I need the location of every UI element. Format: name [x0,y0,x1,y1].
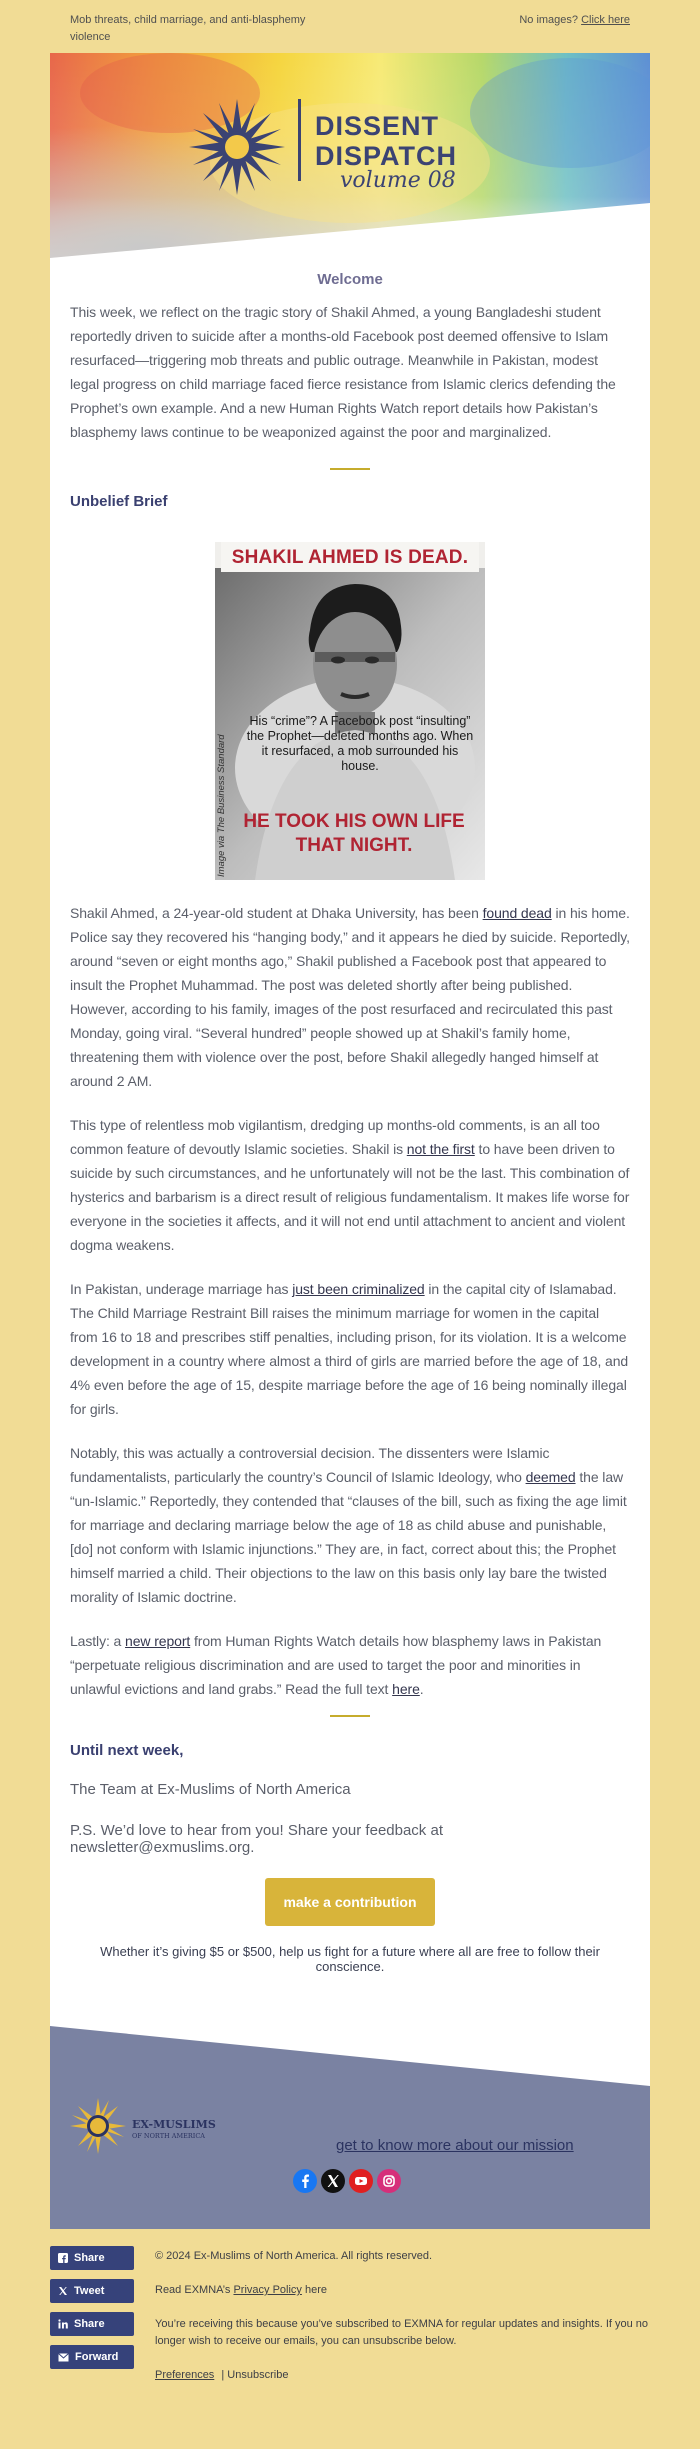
sun-icon [70,2098,126,2154]
instagram-icon[interactable] [377,2169,401,2193]
unbelief-brief-heading: Unbelief Brief [70,493,168,510]
svg-text:OF NORTH AMERICA: OF NORTH AMERICA [132,2132,205,2140]
sun-icon [189,99,285,195]
signoff: Until next week, [70,1742,184,1759]
not-the-first-link[interactable]: not the first [406,1141,475,1157]
text-run: the law “un-Islamic.” Reportedly, they contended that “clauses of the bill, such as fixing the age limit for marriage and declaring marriage below the age of 18 as child abuse and punishable, [do] not conform with Islamic injunctions.” They are, in fact, correct about this; the Prophet himself married a child. Their objections to the law on this basis only lay bare the twisted morality of Islamic doctrine. [70,1469,627,1605]
svg-text:volume 08: volume 08 [340,168,456,193]
text-run: Shakil Ahmed, a 24-year-old student at Dhaka University, has been [70,905,483,921]
paragraph-shakil [70,901,630,1093]
team-signature: The Team at Ex-Muslims of North America [70,1781,351,1798]
social-links [293,2169,401,2193]
welcome-heading: Welcome [317,271,383,288]
forward-button[interactable] [50,2345,134,2369]
exmna-logo [68,2096,248,2156]
poster-cta: HE TOOK HIS OWN LIFE THAT NIGHT. [243,811,465,856]
envelope-icon [58,2353,69,2362]
text-run: Read EXMNA’s [155,2284,234,2296]
preheader [70,12,630,46]
text-run: to have been driven to suicide by such circumstances, and he unfortunately will not be the last. This combination of hysterics and barbarism is a direct result of religious fundamentalism. It makes life worse for everyone in the societies it affects, and it will not end until attachment to ancient and violent dogma weakens. [70,1141,630,1253]
poster-headline: SHAKIL AHMED IS DEAD. [221,542,479,572]
shakil-ahmed-poster [215,542,485,880]
found-dead-link[interactable]: found dead [482,905,552,921]
make-contribution-button[interactable]: make a contribution [265,1878,435,1926]
hero-banner [50,53,650,258]
text-run: This type of relentless mob vigilantism, dredging up months-old comments, is an all too common feature of devoutly Islamic societies. Shakil is [70,1117,600,1157]
click-here-link[interactable]: Click here [581,14,630,26]
newsletter-card [50,53,650,2229]
legal-footer [155,2248,650,2401]
x-icon [58,2286,68,2296]
text-run: from Human Rights Watch details how blasphemy laws in Pakistan “perpetuate religious discrimination and are used to target the poor and minorities in unlawful evictions and land grabs.” Read the full text [70,1633,602,1697]
subscription-notice: You’re receiving this because you’ve subscribed to EXMNA for regular updates and insights. If you no longer wish to receive our emails, you can unsubscribe below. [155,2318,649,2347]
svg-text:EX-MUSLIMS: EX-MUSLIMS [132,2118,216,2131]
text-run: here [301,2284,328,2296]
view-in-browser [519,12,630,46]
linkedin-share-button[interactable] [50,2312,134,2336]
text-run: Notably, this was actually a controversial decision. The dissenters were Islamic fundamentalists, particularly the country’s Council of Islamic Ideology, who [70,1445,550,1485]
preheader-text: Mob threats, child marriage, and anti-blasphemy violence [70,14,306,43]
postscript: P.S. We’d love to hear from you! Share your feedback at newsletter@exmuslims.org. [70,1822,443,1856]
privacy-policy-link[interactable]: Privacy Policy [233,2284,302,2296]
text-run: Lastly: a [70,1633,126,1649]
just-been-criminalized-link[interactable]: just been criminalized [292,1281,425,1297]
facebook-icon[interactable] [293,2169,317,2193]
share-label: Share [74,2252,105,2264]
dissent-dispatch-logo [185,91,525,201]
separator: | [221,2369,225,2381]
deemed-link[interactable]: deemed [525,1469,576,1485]
preferences-link[interactable]: Preferences [155,2369,215,2381]
facebook-icon [58,2253,68,2263]
paragraph-vigilantism [70,1113,630,1257]
main-content [50,271,650,1974]
linkedin-share-label: Share [74,2318,105,2330]
copyright: © 2024 Ex-Muslims of North America. All rights reserved. [155,2250,433,2262]
youtube-icon[interactable] [349,2169,373,2193]
section-divider [330,1715,370,1717]
privacy-line [155,2282,650,2299]
email-preferences [155,2367,650,2384]
no-images-label: No images? [519,14,579,26]
unsubscribe-link[interactable]: Unsubscribe [227,2369,289,2381]
forward-label: Forward [75,2351,119,2363]
text-run: . [419,1681,424,1697]
image-credit: Image via The Business Standard [216,734,227,877]
linkedin-icon [58,2319,68,2329]
tweet-label: Tweet [74,2285,105,2297]
section-divider [330,468,370,470]
poster-caption: His “crime”? A Facebook post “insulting” the Prophet—deleted months ago. When it resurfaced, a mob surrounded his house. [246,714,474,773]
text-run: in the capital city of Islamabad. The Child Marriage Restraint Bill raises the minimum marriage for women in the capital from 16 to 18 and prescribes stiff penalties, including prison, for its violation. It is a welcome development in a country where almost a third of girls are married before the age of 18, and 4% even before the age of 15, despite marriage before the age of 16 being nominally illegal for girls. [70,1281,629,1417]
facebook-share-button[interactable] [50,2246,134,2270]
svg-text:DISSENT: DISSENT [315,111,440,141]
here-link[interactable]: here [392,1681,420,1697]
donation-tagline: Whether it’s giving $5 or $500, help us fight for a future where all are free to follow their conscience. [100,1944,600,1974]
svg-text:DISPATCH: DISPATCH [315,141,457,171]
mission-link[interactable]: get to know more about our mission [336,2137,574,2154]
new-report-link[interactable]: new report [125,1633,191,1649]
tweet-button[interactable] [50,2279,134,2303]
x-icon[interactable] [321,2169,345,2193]
intro-paragraph: This week, we reflect on the tragic story of Shakil Ahmed, a young Bangladeshi student reportedly driven to suicide after a months-old Facebook post deemed offensive to Islam resurfaced—triggering mob threats and public outrage. Meanwhile in Pakistan, modest legal progress on child marriage faced fierce resistance from Islamic clerics defending the Prophet’s own example. And a new Human Rights Watch report details how Pakistan’s blasphemy laws continue to be weaponized against the poor and marginalized. [70,304,616,440]
text-run: In Pakistan, underage marriage has [70,1281,293,1297]
share-buttons [50,2246,134,2378]
paragraph-hrw-report [70,1629,630,1701]
footer-band [50,2026,650,2229]
paragraph-dissenters [70,1441,630,1609]
paragraph-child-marriage [70,1277,630,1421]
text-run: in his home. Police say they recovered his “hanging body,” and it appears he died by suicide. Reportedly, around “seven or eight months ago,” Shakil published a Facebook post that appeared to insult the Prophet Muhammad. The post was deleted shortly after being published. However, according to his family, images of the post resurfaced and recirculated this past Monday, going viral. “Several hundred” people showed up at Shakil’s family home, threatening them with violence over the post, before Shakil allegedly hanged himself at around 2 AM. [70,905,630,1089]
